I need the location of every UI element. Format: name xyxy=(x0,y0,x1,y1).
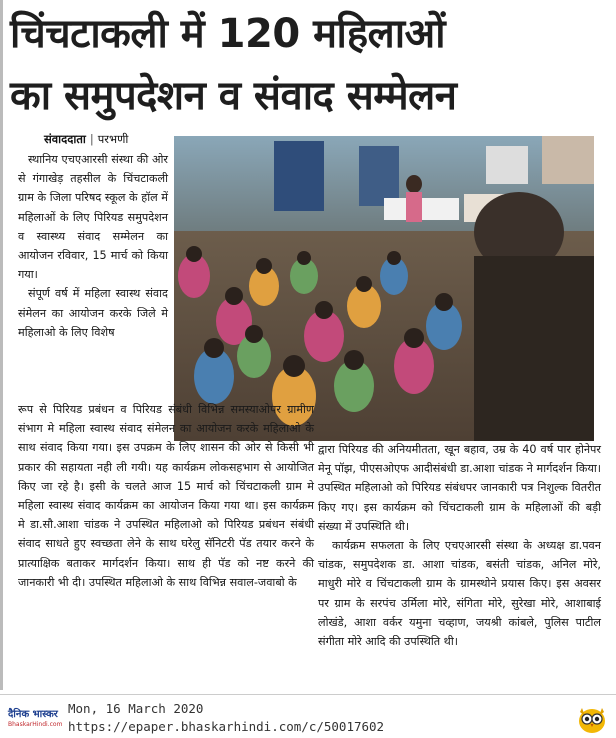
headline-line-1: चिंचटाकली में 120 महिलाओं xyxy=(10,11,445,57)
byline-reporter: संवाददाता xyxy=(44,132,86,146)
article-left-text: रूप से पिरियड प्रबंधन व पिरियड संबंधी विभिन्न समस्याओपर ग्रामीण संभाग मे महिला स्वास्थ संवाद संमेलन का आयोजन करके महिलाओ के साथ संवाद किया गया। इस उपक्रम के लिए शासन की ओर से किसी भी प्रकार की सहायता नही ली गयी। यह कार्यक्रम लोकसहभाग से आयोजित किए जा रहे है। इसी के चलते आज 15 मार्च को चिंचटाकली ग्राम मे महिला स्वास्थ संवाद कार्यक्रम का आयोजन किया गया था। इस कार्यक्रम मे डा.सौ.आशा चांडक ने उपस्थित महिलाओ को पिरियड प्रबंधन संबंधी संवाद साधते हुए स्वच्छता लेने के साथ घरेलु सॅनिटरी पॅड तयार करने के प्रात्याक्षिक बताकर मार्गदर्शन किया। साथ ही पॅड को नष्ट करने की जानकारी भी दी। उपस्थित महिलाओ के साथ विभिन्न सवाल-जवाबो के xyxy=(18,403,314,589)
footer-stamp xyxy=(68,700,384,736)
lead-column xyxy=(18,150,168,342)
brand-logo-sub: BhaskarHindi.com xyxy=(8,721,63,728)
article-right-paragraph-1: द्वारा पिरियड की अनियमीतता, खून बहाव, उम्र के 40 वर्ष पार होनेपर मेनू पॉझ, पीएसओएफ आदीसंबंधी डा.आशा चांडक ने मार्गदर्शन किया। उपस्थित महिलाओ को पिरियड संबंधपर जानकारी पत्र निशुल्क वितरीत किए गए। इस कार्यक्रम को चिंचटाकली ग्राम के महिलाओं की बड़ी संख्या में उपस्थिति थी। xyxy=(318,443,601,533)
article-column-right xyxy=(318,440,601,651)
page-edge xyxy=(0,0,3,690)
byline-city: परभणी xyxy=(97,132,129,146)
event-photo-icon xyxy=(174,136,594,441)
article-photo xyxy=(174,136,594,441)
article-column-left xyxy=(18,400,314,592)
headline xyxy=(10,4,610,126)
brand-logo[interactable] xyxy=(8,706,68,728)
owl-icon xyxy=(576,704,608,734)
headline-line-2: का समुपदेशन व संवाद सम्मेलन xyxy=(10,73,457,119)
footer-date: Mon, 16 March 2020 xyxy=(68,701,204,716)
footer-url[interactable]: https://epaper.bhaskarhindi.com/c/50017602 xyxy=(68,719,385,734)
lead-paragraph-1: स्थानिय एचएआरसी संस्था की ओर से गंगाखेड़ तहसील के चिंचटाकली ग्राम के जिला परिषद स्कूल के हॉल में महिलाओं के लिए पिरियड समुपदेशन व स्वास्थ्य संवाद सम्मेलन का आयोजन रविवार, 15 मार्च को किया गया। xyxy=(18,153,168,282)
byline xyxy=(44,132,128,147)
byline-separator: | xyxy=(89,132,94,146)
article-right-paragraph-2: कार्यक्रम सफलता के लिए एचएआरसी संस्था के अध्यक्ष डा.पवन चांडक, समुपदेशक डा. आशा चांडक, बसंती चांडक, अनिल मोरे, माधुरी मोरे व चिंचटाकली ग्राम के ग्रामस्थोने प्रयास किए। इस अवसर पर ग्राम के सरपंच उर्मिला मोरे, संगिता मोरे, सुरेखा मोरे, आशाबाई लोखंडे, आशा वर्कर यमुना चव्हाण, जयश्री कांबले, पुलिस पाटील संगीता मोरे आदि की उपस्थिति थी। xyxy=(318,539,601,649)
brand-logo-text: दैनिक भास्कर xyxy=(8,709,58,720)
footer-divider xyxy=(0,694,616,695)
lead-paragraph-2: संपूर्ण वर्ष में महिला स्वास्थ संवाद संमेलन का आयोजन करके जिले मे महिलाओ के लिए विशेष xyxy=(18,287,168,339)
